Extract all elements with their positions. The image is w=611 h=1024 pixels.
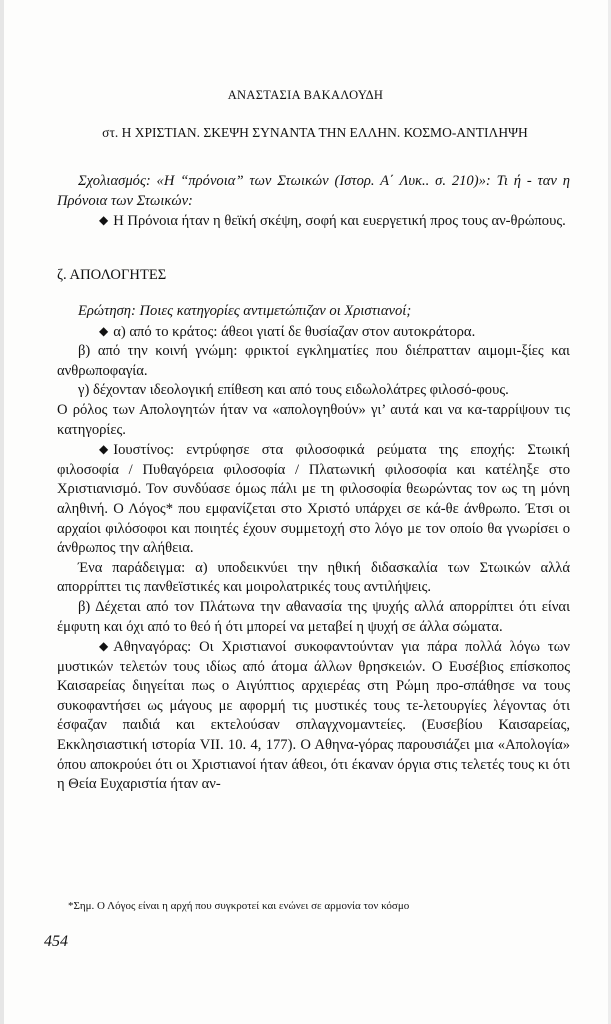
- paragraph-plato: β) Δέχεται από τον Πλάτωνα την αθανασία της ψυχής αλλά απορρίπτει ότι είναι έμφυτη και όχι από το θεό ή ότι μπορεί να μεταβεί η ψυχή σε άλλα σώματα.: [57, 598, 570, 635]
- running-head: ΑΝΑΣΤΑΣΙΑ ΒΑΚΑΛΟΥΔΗ: [227, 88, 384, 102]
- paragraph-example: Ένα παράδειγμα: α) υποδεικνύει την ηθική διδασκαλία των Στωικών αλλά απορρίπτει τις πανθεϊστικές και μοιρολατρικές τους αντιλήψεις.: [57, 559, 570, 596]
- scholio-answer-text: Η Πρόνοια ήταν η θεϊκή σκέψη, σοφή και ευεργετική προς τους αν-θρώπους.: [113, 213, 566, 230]
- page-number: 454: [44, 933, 68, 950]
- paragraph-text: Αθηναγόρας: Οι Χριστιανοί συκοφαντούνταν για πάρα πολλά λόγω των μυστικών τελετών τους ιδίως από άτομα άλλων θρησκειών. Ο Ευσέβιος επίσκοπος Καισαρείας διηγείται πως ο Αιγύπτιος αρχιερέας στη Ρώμη προ-σπάθησε να τους συκοφαντήσει ως μάγους με αφορμή τις μυστικές τους τε-λετουργίες λέγοντας ότι έσφαζαν παιδιά και εκτελούσαν σπλαγχνομαντείες. (Ευσεβίου Καισαρείας, Εκκλησιαστική ιστορία VII. 10. 4, 177). Ο Αθηνα-γόρας παρουσιάζει μια «Απολογία» όπου αποκρούει ότι οι Χριστιανοί ήταν άθεοι, ότι έκαναν όργια στις τελετές τους κι ότι η Θεία Ευχαριστία ήταν αν-: [57, 639, 570, 793]
- paragraph-state-accusation: [57, 322, 570, 343]
- paragraph-public-opinion: β) από την κοινή γνώμη: φρικτοί εγκληματίες που διέπρατταν αιμομι-ξίες και ανθρωποφαγία.: [57, 343, 570, 379]
- paragraph-text: Ιουστίνος: εντρύφησε στα φιλοσοφικά ρεύματα της εποχής: Στωική φιλοσοφία / Πυθαγόρεια φιλοσοφία / Πλατωνική φιλοσοφία και κατέληξε στο Χριστιανισμό. Τον συνδύασε όμως πάλι με τη φιλοσοφία θεωρώντας τον ως τη μόνη αληθινή. Ο Λόγος* που εμφανίζεται στο Χριστό υπάρχει σε κά-θε άνθρωπο. Έτσι οι αρχαίοι φιλόσοφοι και ποιητές έχουν συμμετοχή στο λόγο με τον οποίο θα γνωρίσει ο άνθρωπος την αλήθεια.: [57, 442, 570, 557]
- diamond-bullet-icon: ◆: [99, 639, 109, 654]
- paragraph-justin: [57, 440, 570, 559]
- section-heading: στ. Η ΧΡΙΣΤΙΑΝ. ΣΚΕΨΗ ΣΥΝΑΝΤΑ ΤΗΝ ΕΛΛΗΝ. ΚΟΣΜΟ-ΑΝΤΙΛΗΨΗ: [102, 125, 528, 140]
- scholio-answer: [57, 211, 570, 232]
- paragraph-athenagoras: [57, 637, 570, 795]
- scholio-question: Σχολιασμός: «Η “πρόνοια” των Στωικών (Ιστορ. Α΄ Λυκ.. σ. 210)»: Τι ή - ταν η Πρόνοια των Στωικών:: [57, 173, 570, 209]
- diamond-bullet-icon: ◆: [99, 213, 109, 228]
- footnote: *Σημ. Ο Λόγος είναι η αρχή που συγκροτεί και ενώνει σε αρμονία τον κόσμο: [68, 900, 410, 912]
- apologites-body: [57, 302, 570, 795]
- scholio-block: [57, 172, 570, 232]
- paragraph-text: α) από το κράτος: άθεοι γιατί δε θυσίαζαν στον αυτοκράτορα.: [113, 323, 476, 340]
- apologites-question: Ερώτηση: Ποιες κατηγορίες αντιμετώπιζαν οι Χριστιανοί;: [78, 303, 412, 319]
- paragraph-apologists-role: Ο ρόλος των Απολογητών ήταν να «απολογηθούν» γι’ αυτά και να κα-ταρρίψουν τις κατηγορίες.: [57, 401, 570, 438]
- diamond-bullet-icon: ◆: [99, 442, 109, 457]
- diamond-bullet-icon: ◆: [99, 323, 109, 338]
- apologites-heading: ζ. ΑΠΟΛΟΓΗΤΕΣ: [57, 267, 167, 283]
- paragraph-philosophers: γ) δέχονταν ιδεολογική επίθεση και από τους ειδωλολάτρες φιλοσό-φους.: [78, 382, 509, 399]
- page-edge-left: [0, 0, 4, 1024]
